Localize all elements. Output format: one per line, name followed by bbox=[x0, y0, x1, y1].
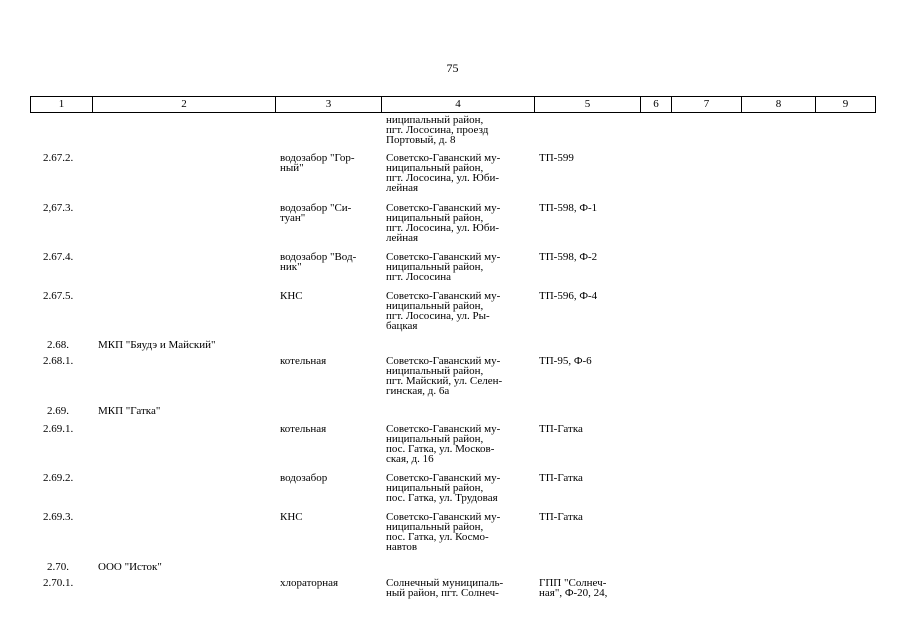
row-10-number: 2.69.3. bbox=[43, 511, 74, 523]
row-7-organization: МКП "Гатка" bbox=[98, 405, 161, 417]
row-4-substation: ТП-596, Ф-4 bbox=[539, 290, 598, 302]
row-5-organization: МКП "Бяудэ и Майский" bbox=[98, 339, 216, 351]
row-9-object: водозабор bbox=[280, 472, 328, 484]
row-6-object: котельная bbox=[280, 355, 327, 367]
row-8-number: 2.69.1. bbox=[43, 423, 74, 435]
row-3-number: 2.67.4. bbox=[43, 251, 74, 263]
row-9-substation: ТП-Гатка bbox=[539, 472, 583, 484]
header-col-1: 1 bbox=[58, 98, 65, 110]
row-4-number: 2.67.5. bbox=[43, 290, 74, 302]
row-2-number: 2,67.3. bbox=[43, 202, 74, 214]
row-4-address: Советско-Гаванский му- ниципальный район, пгт. Лососина, ул. Ры- бацкая bbox=[386, 290, 501, 332]
header-col-8: 8 bbox=[741, 97, 815, 112]
row-1-substation: ТП-599 bbox=[539, 152, 574, 164]
row-8-object: котельная bbox=[280, 423, 327, 435]
row-11-organization: ООО "Исток" bbox=[98, 561, 162, 573]
header-col-6: 6 bbox=[640, 97, 671, 112]
row-9-number: 2.69.2. bbox=[43, 472, 74, 484]
row-3-substation: ТП-598, Ф-2 bbox=[539, 251, 598, 263]
row-12-number: 2.70.1. bbox=[43, 577, 74, 589]
row-0-address: ниципальный район, пгт. Лососина, проезд Портовый, д. 8 bbox=[386, 114, 489, 146]
row-8-address: Советско-Гаванский му- ниципальный район, пос. Гатка, ул. Москов- ская, д. 16 bbox=[386, 423, 501, 465]
row-6-substation: ТП-95, Ф-6 bbox=[539, 355, 592, 367]
row-12-object: хлораторная bbox=[280, 577, 339, 589]
row-2-address: Советско-Гаванский му- ниципальный район, пгт. Лососина, ул. Юби- лейная bbox=[386, 202, 501, 244]
row-2-object: водозабор "Си- туан" bbox=[280, 202, 352, 224]
header-col-2: 2 bbox=[92, 97, 275, 112]
header-col-7: 7 bbox=[671, 97, 741, 112]
page-number: 75 bbox=[446, 61, 459, 75]
row-7-number: 2.69. bbox=[47, 405, 69, 417]
row-1-object: водозабор "Гор- ный" bbox=[280, 152, 355, 174]
row-6-number: 2.68.1. bbox=[43, 355, 74, 367]
row-10-object: КНС bbox=[280, 511, 303, 523]
row-9-address: Советско-Гаванский му- ниципальный район, пос. Гатка, ул. Трудовая bbox=[386, 472, 501, 504]
row-1-address: Советско-Гаванский му- ниципальный район, пгт. Лососина, ул. Юби- лейная bbox=[386, 152, 501, 194]
row-2-substation: ТП-598, Ф-1 bbox=[539, 202, 598, 214]
row-11-number: 2.70. bbox=[47, 561, 69, 573]
row-5-number: 2.68. bbox=[47, 339, 69, 351]
row-6-address: Советско-Гаванский му- ниципальный район, пгт. Майский, ул. Селен- гинская, д. 6а bbox=[386, 355, 503, 397]
table-header-row bbox=[30, 96, 876, 113]
header-col-9: 9 bbox=[815, 97, 875, 112]
row-3-address: Советско-Гаванский му- ниципальный район, пгт. Лососина bbox=[386, 251, 501, 283]
header-col-4: 4 bbox=[381, 97, 534, 112]
header-col-5: 5 bbox=[534, 97, 640, 112]
row-8-substation: ТП-Гатка bbox=[539, 423, 583, 435]
row-12-substation: ГПП "Солнеч- ная", Ф-20, 24, bbox=[539, 577, 608, 599]
row-3-object: водозабор "Вод- ник" bbox=[280, 251, 357, 273]
row-10-address: Советско-Гаванский му- ниципальный район, пос. Гатка, ул. Космо- навтов bbox=[386, 511, 501, 553]
row-1-number: 2.67.2. bbox=[43, 152, 74, 164]
header-col-3: 3 bbox=[275, 97, 381, 112]
row-10-substation: ТП-Гатка bbox=[539, 511, 583, 523]
row-12-address: Солнечный муниципаль- ный район, пгт. Солнеч- bbox=[386, 577, 504, 599]
row-4-object: КНС bbox=[280, 290, 303, 302]
